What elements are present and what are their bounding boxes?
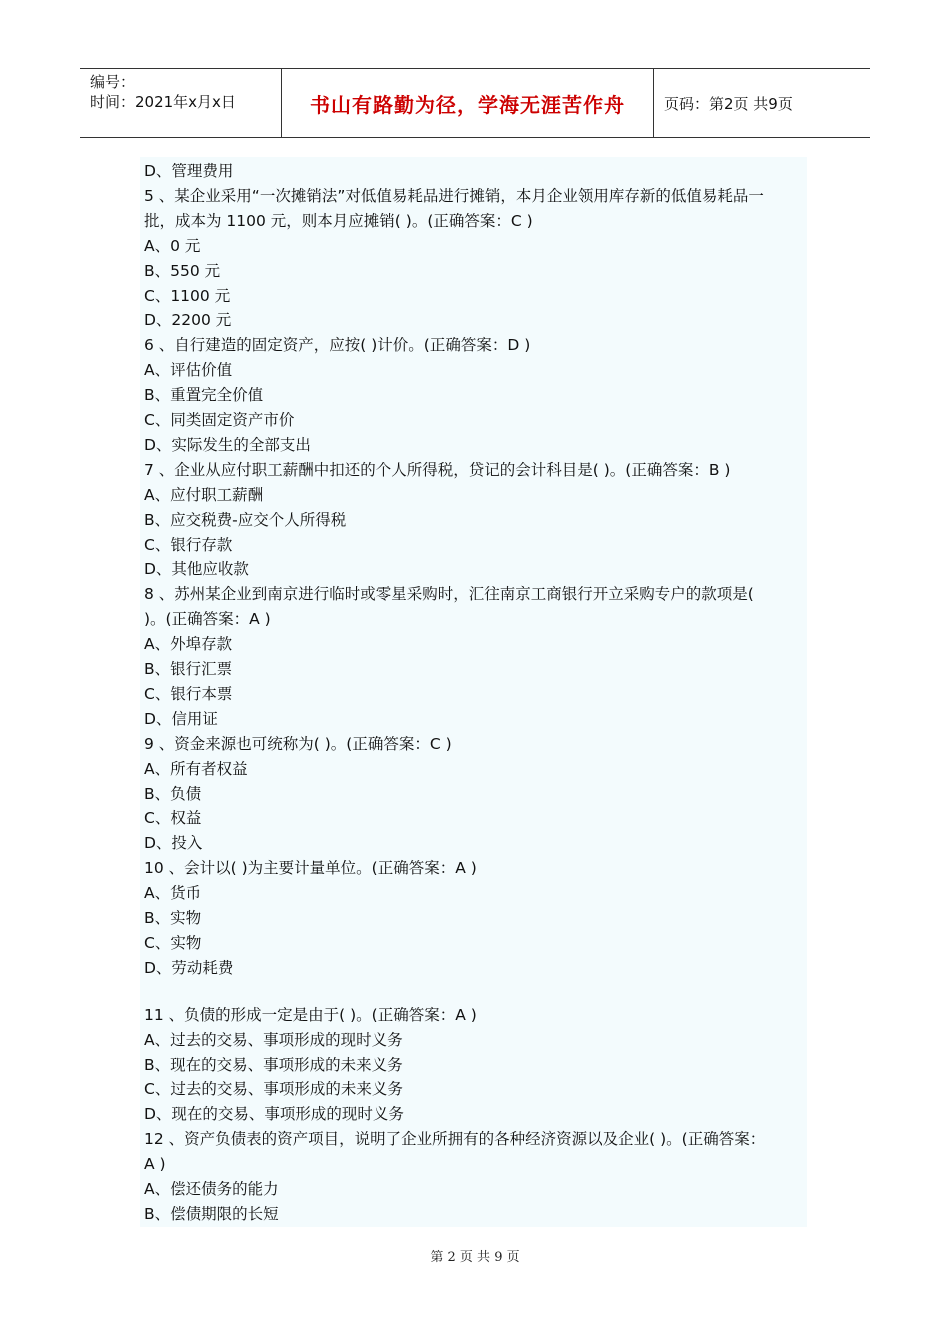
- text-line: D、劳动耗费: [144, 958, 234, 977]
- text-line: D、其他应收款: [144, 560, 249, 579]
- text-line: C、同类固定资产市价: [144, 411, 295, 429]
- text-line: B、现在的交易、事项形成的未来义务: [144, 1055, 403, 1074]
- text-line: 10 、会计以( )为主要计量单位。(正确答案：A ): [144, 859, 477, 878]
- header-meta: [80, 69, 282, 137]
- text-line: B、重置完全价值: [144, 386, 264, 405]
- text-line: C、银行本票: [144, 684, 233, 703]
- header-page-cell: [654, 69, 870, 137]
- text-line: B、应交税费-应交个人所得税: [144, 510, 347, 529]
- text-line: A、评估价值: [144, 361, 233, 380]
- text-line: C、实物: [144, 933, 202, 952]
- text-line: B、银行汇票: [144, 660, 233, 678]
- text-line: A、过去的交易、事项形成的现时义务: [144, 1030, 403, 1049]
- text-line: D、投入: [144, 834, 203, 853]
- text-line: C、银行存款: [144, 535, 233, 554]
- text-line: B、偿债期限的长短: [144, 1204, 279, 1223]
- text-line: B、负债: [144, 784, 202, 803]
- text-line: A、所有者权益: [144, 759, 248, 778]
- page-header: [80, 68, 870, 138]
- text-line: D、实际发生的全部支出: [144, 435, 311, 454]
- text-line: D、信用证: [144, 709, 218, 728]
- text-line: A、应付职工薪酬: [144, 485, 264, 504]
- text-line: 9 、资金来源也可统称为( )。(正确答案：C ): [144, 734, 452, 753]
- text-line: 11 、负债的形成一定是由于( )。(正确答案：A ): [144, 1005, 477, 1024]
- text-line: D、管理费用: [144, 162, 234, 180]
- text-line: D、现在的交易、事项形成的现时义务: [144, 1105, 404, 1124]
- text-line: 5 、某企业采用“一次摊销法”对低值易耗品进行摊销，本月企业领用库存新的低值易耗品一: [144, 186, 764, 205]
- question-content: [140, 157, 807, 1227]
- text-line: C、过去的交易、事项形成的未来义务: [144, 1080, 403, 1099]
- text-line: A、货币: [144, 884, 202, 903]
- text-line: 批，成本为 1100 元，则本月应摊销( )。(正确答案：C ): [144, 211, 533, 230]
- text-line: D、2200 元: [144, 311, 232, 330]
- text-line: A、外埠存款: [144, 635, 233, 654]
- text-line: B、实物: [144, 909, 202, 927]
- page-label: 页码：第2页 共9页: [664, 94, 793, 113]
- number-label: 编号：: [90, 73, 136, 91]
- text-line: C、1100 元: [144, 286, 231, 305]
- time-label: 时间：2021年x月x日: [90, 93, 236, 111]
- text-line: A ): [144, 1155, 166, 1174]
- text-line: C、权益: [144, 809, 202, 828]
- page-footer: 第 2 页 共 9 页: [430, 1250, 520, 1265]
- text-line: )。(正确答案：A ): [144, 610, 271, 629]
- text-line: 6 、自行建造的固定资产，应按( )计价。(正确答案：D ): [144, 336, 531, 355]
- text-line: A、0 元: [144, 236, 201, 255]
- text-line: 8 、苏州某企业到南京进行临时或零星采购时，汇往南京工商银行开立采购专户的款项是(: [144, 585, 754, 604]
- text-line: B、550 元: [144, 261, 221, 280]
- text-line: A、偿还债务的能力: [144, 1180, 279, 1198]
- motto-text: 书山有路勤为径，学海无涯苦作舟: [310, 92, 625, 117]
- text-line: 7 、企业从应付职工薪酬中扣还的个人所得税，贷记的会计科目是( )。(正确答案：B ): [144, 460, 731, 479]
- text-line: 12 、资产负债表的资产项目，说明了企业所拥有的各种经济资源以及企业( )。(正确答案：: [144, 1130, 766, 1149]
- header-motto-cell: [282, 69, 654, 137]
